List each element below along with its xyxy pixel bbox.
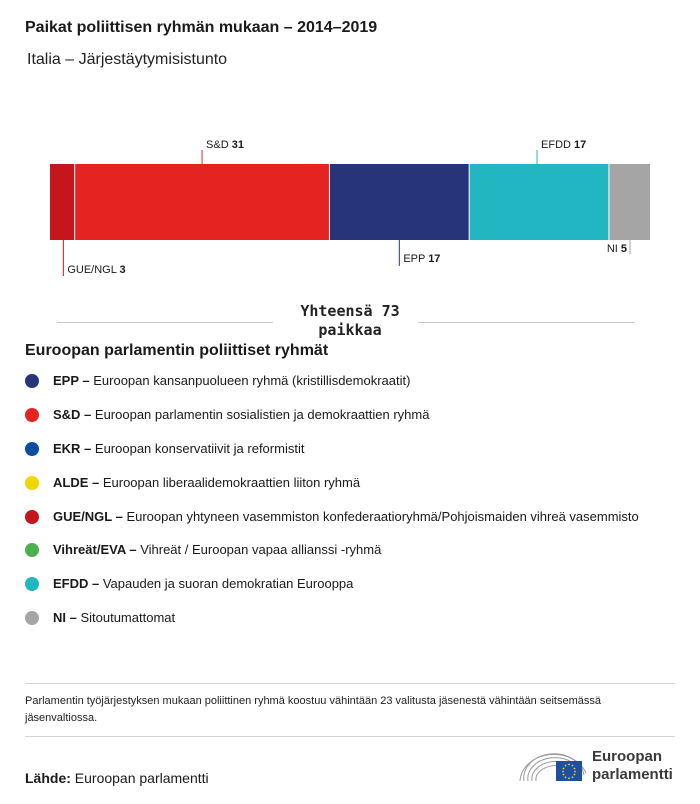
legend-item-sd bbox=[25, 405, 645, 424]
legend-item-text bbox=[53, 574, 353, 593]
logo-line-1: Euroopan bbox=[592, 748, 662, 765]
segment-label-efdd: EFDD 17 bbox=[541, 139, 587, 151]
alde-color-dot bbox=[25, 476, 39, 490]
legend-item-text bbox=[53, 439, 304, 458]
segment-label-epp: EPP 17 bbox=[403, 253, 441, 265]
vihreat-eva-color-dot bbox=[25, 543, 39, 557]
efdd-color-dot bbox=[25, 577, 39, 591]
legend-desc: Euroopan parlamentin sosialistien ja demokraattien ryhmä bbox=[91, 407, 430, 422]
footnote-divider bbox=[25, 736, 675, 737]
legend-desc: Euroopan kansanpuolueen ryhmä (kristillisdemokraatit) bbox=[89, 373, 411, 388]
hemicycle-flag-icon bbox=[518, 745, 590, 789]
sd-color-dot bbox=[25, 408, 39, 422]
segment-label-s-d: S&D 31 bbox=[206, 139, 244, 151]
footnote: Parlamentin työjärjestyksen mukaan poliittinen ryhmä koostuu vähintään 23 valitusta jäsenestä vähintään seitsemässä jäsenvaltiossa. bbox=[25, 683, 675, 727]
legend-item-text bbox=[53, 405, 429, 424]
bar-segment-ni bbox=[609, 164, 650, 240]
total-seats-label: Yhteensä 73 paikkaa bbox=[300, 302, 400, 339]
logo-wordmark bbox=[592, 748, 673, 784]
legend-item-gue-ngl bbox=[25, 507, 645, 526]
legend-item-text bbox=[53, 507, 639, 526]
bar-segment-epp bbox=[329, 164, 469, 240]
chart-title: Paikat poliittisen ryhmän mukaan – 2014–2019 bbox=[25, 19, 378, 36]
legend-item-text bbox=[53, 608, 175, 627]
legend-desc: Euroopan liberaalidemokraattien liiton ryhmä bbox=[99, 475, 361, 490]
bar-segment-efdd bbox=[469, 164, 609, 240]
bar-segment-s-d bbox=[75, 164, 330, 240]
legend-item-vihreat-eva bbox=[25, 540, 645, 559]
legend-abbr: EPP – bbox=[53, 373, 90, 388]
ni-color-dot bbox=[25, 611, 39, 625]
stacked-bar-chart bbox=[0, 130, 700, 290]
legend-desc: Euroopan yhtyneen vasemmiston konfederaatioryhmä/Pohjoismaiden vihreä vasemmisto bbox=[122, 509, 639, 524]
legend-abbr: NI – bbox=[53, 610, 77, 625]
chart-subtitle: Italia – Järjestäytymisistunto bbox=[27, 51, 228, 68]
ekr-color-dot bbox=[25, 442, 39, 456]
total-divider-left bbox=[57, 322, 273, 323]
legend-abbr: ALDE – bbox=[53, 475, 100, 490]
legend-abbr: S&D – bbox=[53, 407, 92, 422]
legend-desc: Euroopan konservatiivit ja reformistit bbox=[91, 441, 305, 456]
legend-desc: Vihreät / Euroopan vapaa allianssi -ryhmä bbox=[136, 542, 382, 557]
european-parliament-logo bbox=[518, 745, 678, 789]
legend-abbr: GUE/NGL – bbox=[53, 509, 123, 524]
legend-item-alde bbox=[25, 473, 645, 492]
logo-line-2: parlamentti bbox=[592, 766, 673, 783]
legend-item-efdd bbox=[25, 574, 645, 593]
source-line bbox=[25, 770, 209, 786]
legend-item-text bbox=[53, 540, 381, 559]
epp-color-dot bbox=[25, 374, 39, 388]
total-divider-right bbox=[418, 322, 634, 323]
legend-item-ni bbox=[25, 608, 645, 627]
legend-desc: Vapauden ja suoran demokratian Eurooppa bbox=[99, 576, 354, 591]
legend-item-ekr bbox=[25, 439, 645, 458]
legend-abbr: EKR – bbox=[53, 441, 92, 456]
segment-label-ni: NI 5 bbox=[606, 243, 627, 255]
segment-label-gue-ngl: GUE/NGL 3 bbox=[67, 264, 126, 276]
legend-desc: Sitoutumattomat bbox=[76, 610, 176, 625]
bar-segment-gue-ngl bbox=[50, 164, 75, 240]
legend-item-text bbox=[53, 371, 410, 390]
legend-item-epp bbox=[25, 371, 645, 390]
legend-abbr: Vihreät/EVA – bbox=[53, 542, 137, 557]
legend-title: Euroopan parlamentin poliittiset ryhmät bbox=[25, 342, 329, 359]
legend-abbr: EFDD – bbox=[53, 576, 100, 591]
legend bbox=[25, 371, 645, 642]
legend-item-text bbox=[53, 473, 360, 492]
source-value: Euroopan parlamentti bbox=[70, 770, 209, 786]
gue-ngl-color-dot bbox=[25, 510, 39, 524]
source-label: Lähde: bbox=[25, 770, 71, 786]
